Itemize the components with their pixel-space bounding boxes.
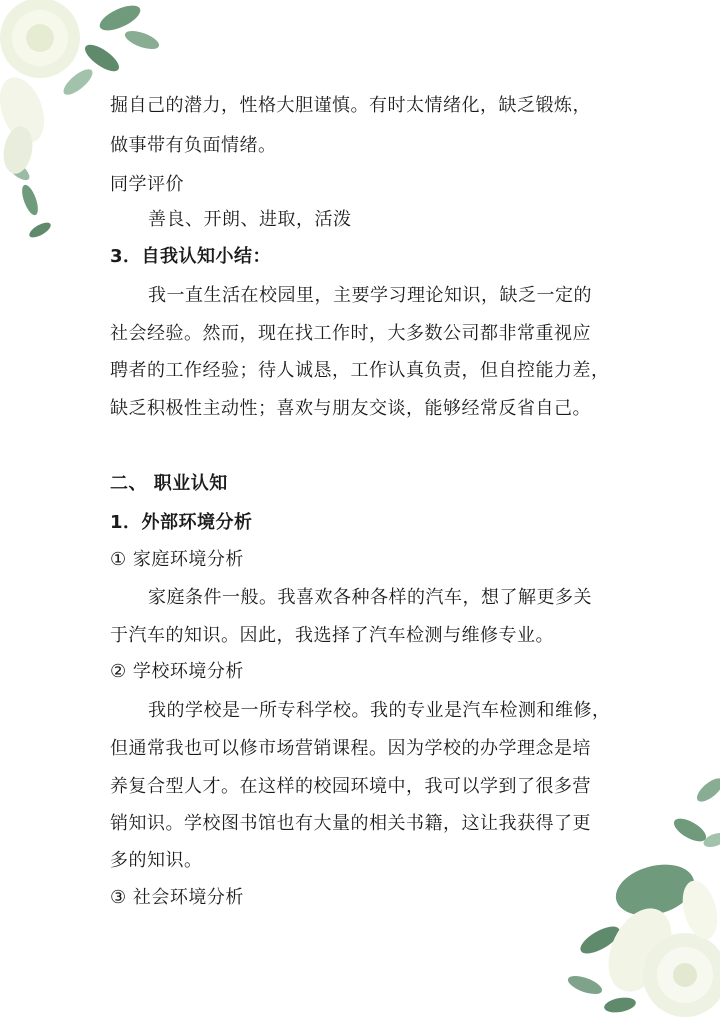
list-item-heading: ② 学校环境分析 <box>110 661 244 682</box>
text-line: 掘自己的潜力，性格大胆谨慎。有时太情绪化，缺乏锻炼， <box>110 95 591 116</box>
text-line: 缺乏积极性主动性；喜欢与朋友交谈，能够经常反省自己。 <box>110 398 591 419</box>
subsection-heading: 1．外部环境分析 <box>110 512 253 533</box>
floral-decoration-bottom-right <box>560 770 720 1017</box>
floral-decoration-top-left <box>0 0 170 240</box>
text-line: 我一直生活在校园里，主要学习理论知识，缺乏一定的 <box>148 285 592 306</box>
list-item-heading: ① 家庭环境分析 <box>110 549 244 570</box>
text-line: 但通常我也可以修市场营销课程。因为学校的办学理念是培 <box>110 738 591 759</box>
text-line: 家庭条件一般。我喜欢各种各样的汽车，想了解更多关 <box>148 587 592 608</box>
list-item-heading: ③ 社会环境分析 <box>110 887 244 908</box>
text-line: 于汽车的知识。因此，我选择了汽车检测与维修专业。 <box>110 625 554 646</box>
subsection-heading: 3．自我认知小结： <box>110 246 272 267</box>
text-line: 多的知识。 <box>110 850 203 871</box>
text-line: 销知识。学校图书馆也有大量的相关书籍，这让我获得了更 <box>110 813 591 834</box>
text-line: 社会经验。然而，现在找工作时，大多数公司都非常重视应 <box>110 323 591 344</box>
section-heading: 二、 职业认知 <box>110 473 228 494</box>
text-line: 我的学校是一所专科学校。我的专业是汽车检测和维修， <box>148 700 611 721</box>
text-line: 养复合型人才。在这样的校园环境中，我可以学到了很多营 <box>110 776 591 797</box>
text-line: 聘者的工作经验；待人诚恳，工作认真负责，但自控能力差， <box>110 360 610 381</box>
text-line: 善良、开朗、进取，活泼 <box>148 209 352 230</box>
section-label: 同学评价 <box>110 174 184 195</box>
text-line: 做事带有负面情绪。 <box>110 135 277 156</box>
